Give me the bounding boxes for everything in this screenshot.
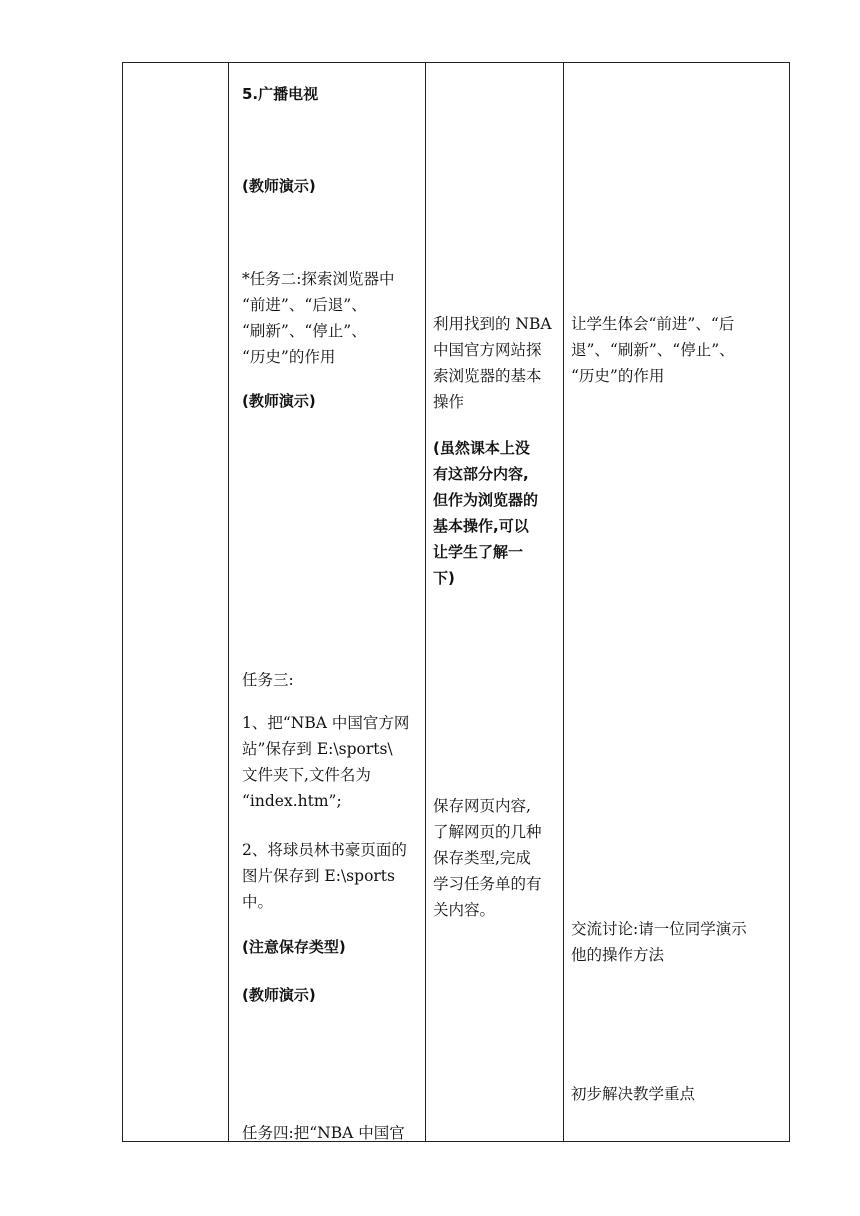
- teacher-demo-label: (教师演示): [242, 177, 316, 195]
- section-heading: 5.广播电视: [242, 85, 319, 103]
- lesson-plan-table: [122, 62, 790, 1142]
- save-type-note: (注意保存类型): [242, 938, 346, 956]
- bold-note: (虽然课本上没 有这部分内容, 但作为浏览器的 基本操作,可以 让学生了解一 下): [433, 439, 539, 587]
- column-student-activity: [425, 63, 563, 1141]
- teacher-demo-label: (教师演示): [242, 392, 316, 410]
- column-blank: [123, 63, 228, 1141]
- column-teacher-activity: [228, 63, 425, 1141]
- explore-browser-text: 利用找到的 NBA 中国官方网站探 索浏览器的基本 操作: [433, 315, 552, 411]
- purpose-text: 让学生体会“前进”、“后 退”、“刷新”、“停止”、 “历史”的作用: [571, 315, 735, 385]
- column-design-intent: [563, 63, 791, 1141]
- task-three-item-2: 2、将球员林书豪页面的 图片保存到 E:\sports 中。: [242, 841, 407, 911]
- task-four-text: 任务四:把“NBA 中国官: [242, 1124, 405, 1142]
- task-three-item-1: 1、把“NBA 中国官方网 站”保存到 E:\sports\ 文件夹下,文件名为 “index.htm”;: [242, 714, 410, 810]
- discussion-text: 交流讨论:请一位同学演示 他的操作方法: [571, 920, 747, 964]
- teacher-demo-label: (教师演示): [242, 986, 316, 1004]
- save-webpage-text: 保存网页内容, 了解网页的几种 保存类型,完成 学习任务单的有 关内容。: [433, 797, 542, 919]
- task-three-title: 任务三:: [242, 671, 294, 689]
- key-point-text: 初步解决教学重点: [571, 1085, 696, 1103]
- task-two-text: *任务二:探索浏览器中 “前进”、“后退”、 “刷新”、“停止”、 “历史”的作用: [242, 270, 395, 366]
